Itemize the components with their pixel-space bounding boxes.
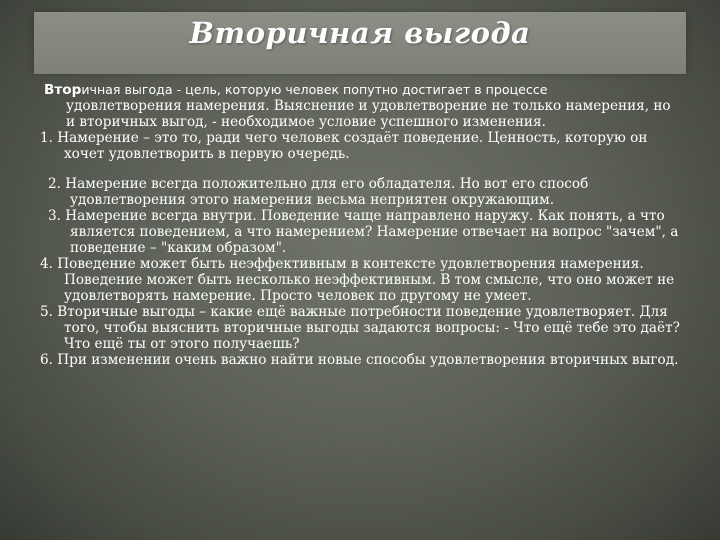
slide-title: Вторичная выгода xyxy=(189,16,531,50)
slide-body xyxy=(40,82,680,368)
list-item-6: 6. При изменении очень важно найти новые способы удовлетворения вторичных выгод. xyxy=(40,352,679,368)
intro-lead: Втор xyxy=(44,82,82,98)
list-item-3: 3. Намерение всегда внутри. Поведение чаще направлено наружу. Как понять, а что является поведением, а что намерением? Намерение отвечает на вопрос "зачем", а поведение – "каким образом". xyxy=(48,208,679,256)
list-item-5: 5. Вторичные выгоды – какие ещё важные потребности поведение удовлетворяет. Для того, чтобы выяснить вторичные выгоды задаются вопросы: - Что ещё тебе это даёт? Что ещё ты от этого получаешь? xyxy=(40,304,680,352)
list-item-1: 1. Намерение – это то, ради чего человек создаёт поведение. Ценность, которую он хочет удовлетворить в первую очередь. xyxy=(40,130,648,162)
list-item-4: 4. Поведение может быть неэффективным в контексте удовлетворения намерения. Поведение может быть несколько неэффективным. В том смысле, что оно может не удовлетворять намерение. Просто человек по другому не умеет. xyxy=(40,256,675,304)
intro-paragraph xyxy=(40,82,680,130)
paragraph-gap xyxy=(40,162,680,176)
intro-rest: ичная выгода - цель, которую человек попутно достигает в процессе xyxy=(81,82,548,97)
intro-continuation: удовлетворения намерения. Выяснение и удовлетворение не только намерения, но и вторичных выгод, - необходимое условие успешного изменения. xyxy=(66,98,671,130)
list-item-2: 2. Намерение всегда положительно для его обладателя. Но вот его способ удовлетворения этого намерения весьма неприятен окружающим. xyxy=(48,176,589,208)
